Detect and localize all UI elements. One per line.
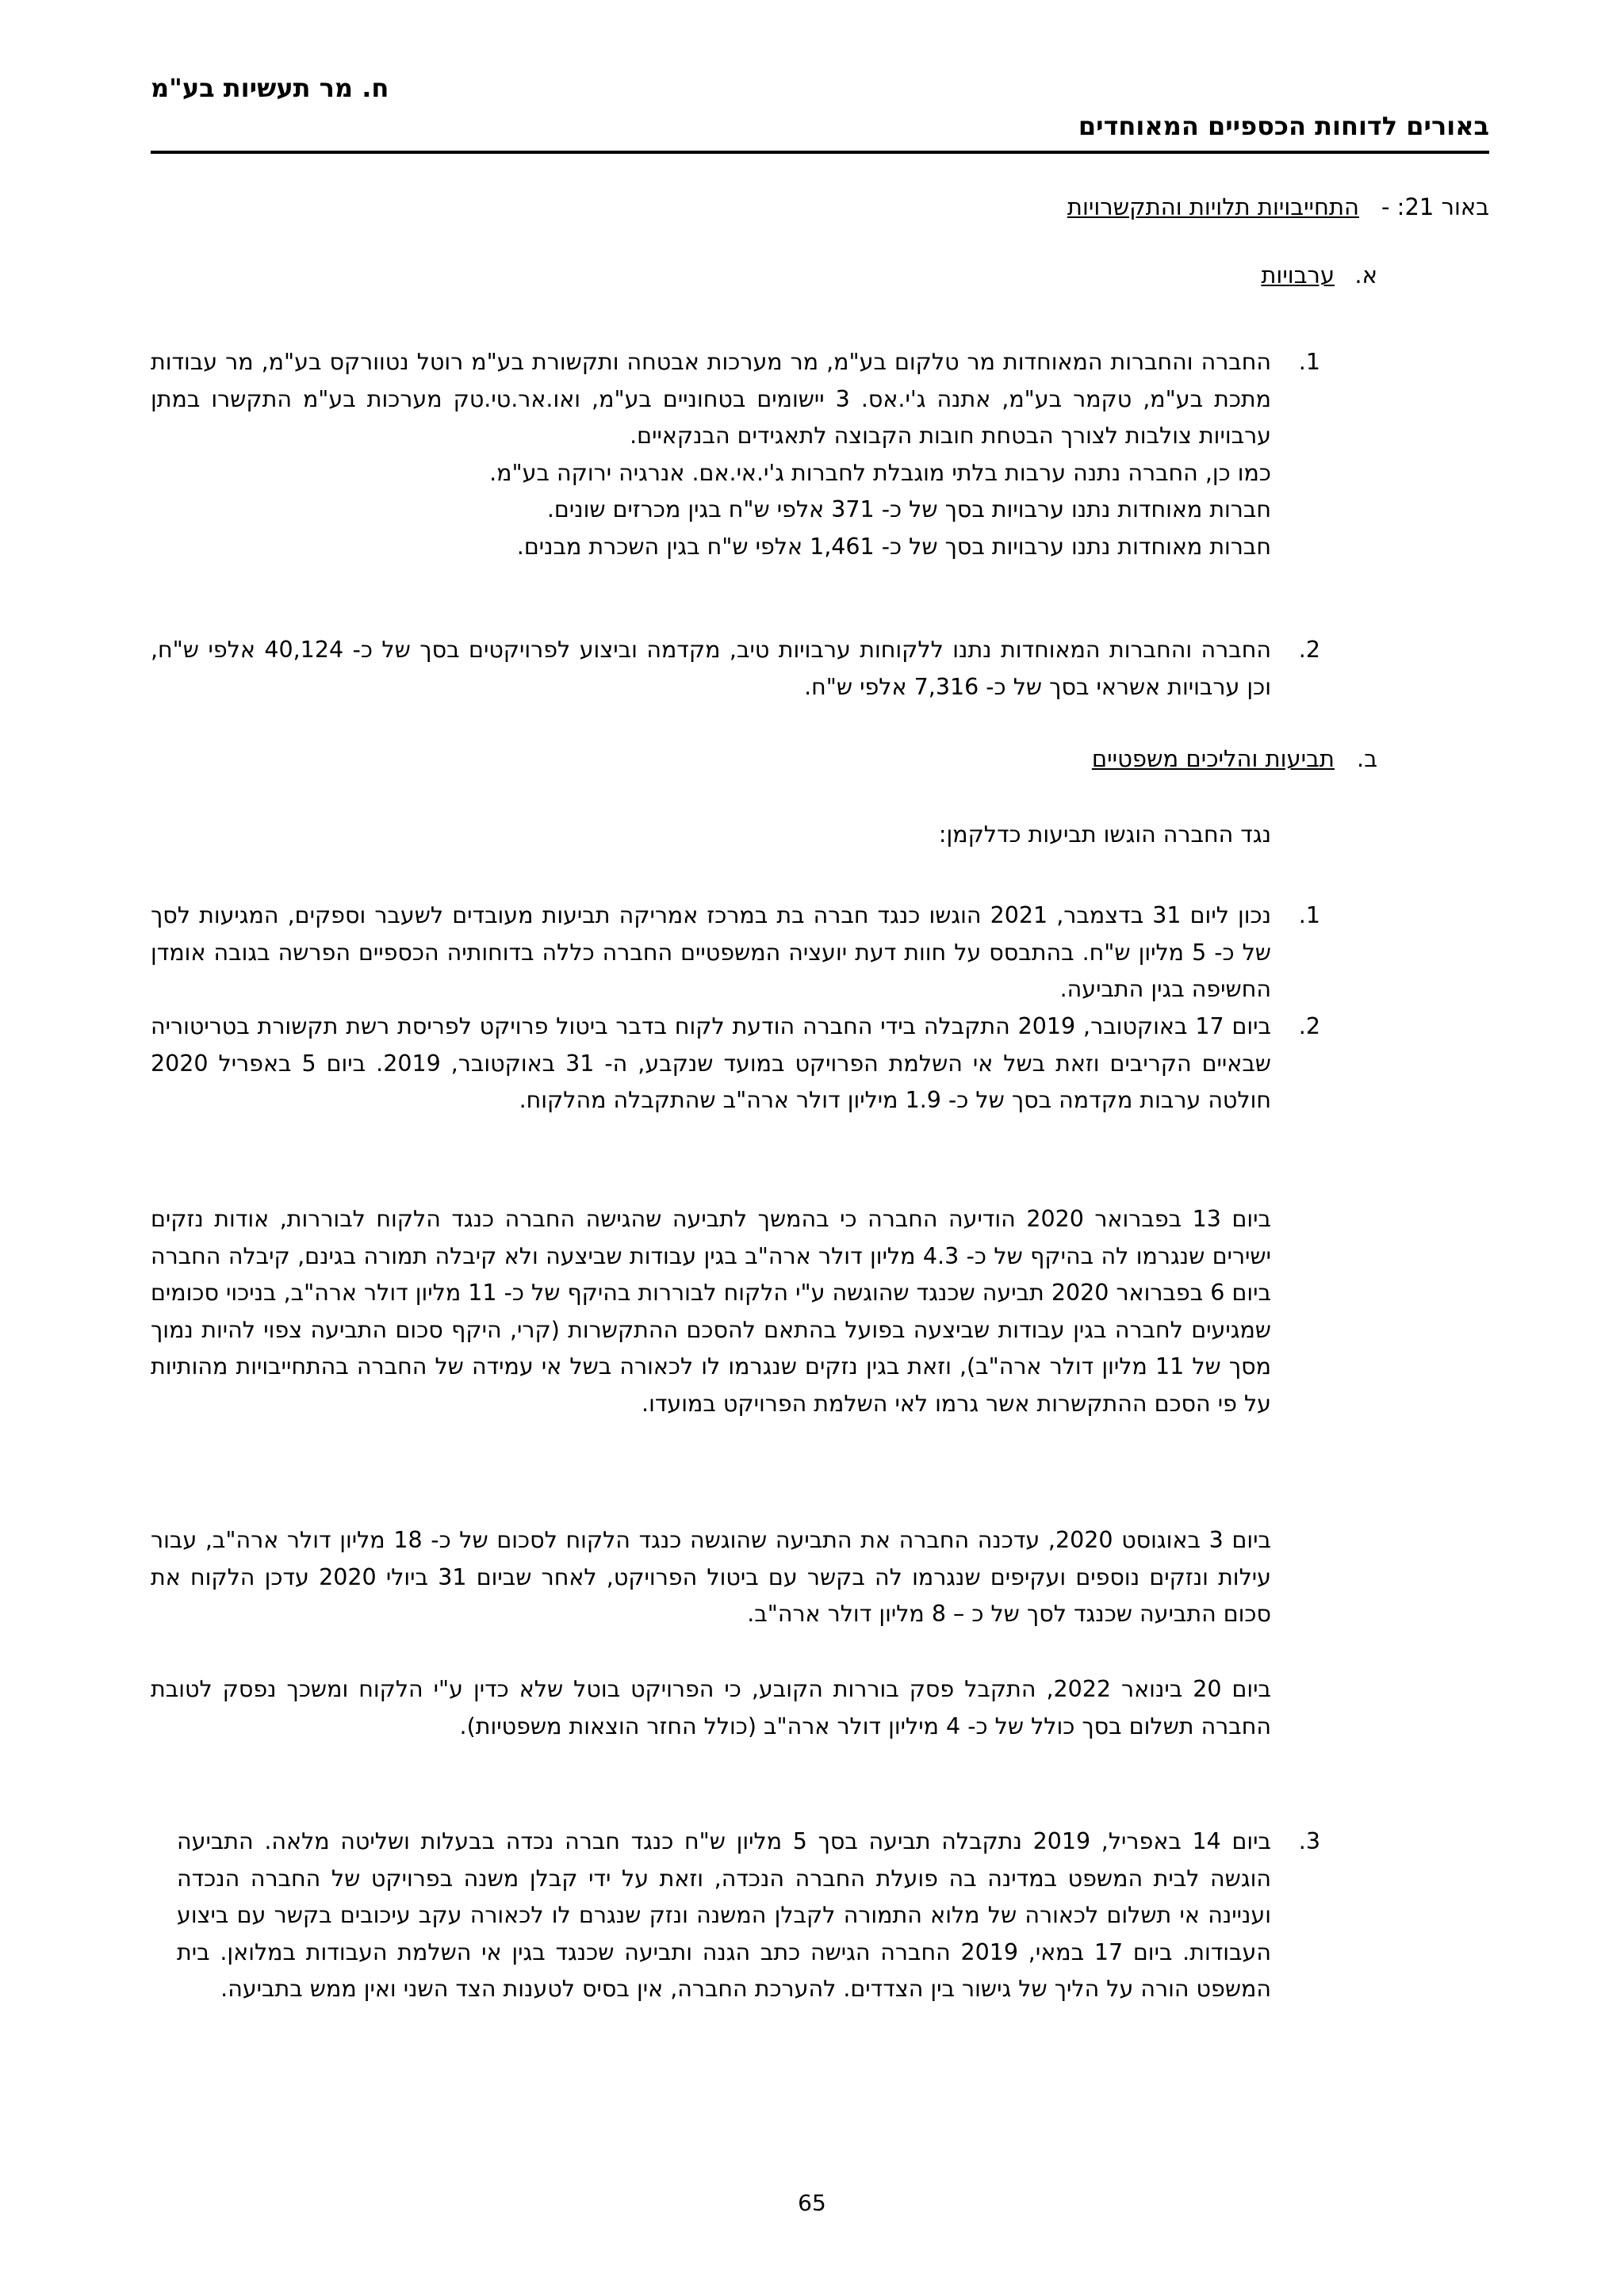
document-title: באורים לדוחות הכספיים המאוחדים	[1078, 111, 1489, 141]
section-a-title: ערבויות	[1261, 262, 1335, 289]
section-a-letter: א.	[1354, 262, 1377, 289]
claim-item-3	[177, 1823, 1320, 2008]
item-number: 2.	[1298, 1013, 1320, 1039]
company-name: ח. מר תעשיות בע"מ	[151, 73, 389, 103]
guarantee-item-1-line-1: כמו כן, החברה נתנה ערבות בלתי מוגבלת לחברות ג'י.אי.אם. אנרגיה ירוקה בע"מ.	[489, 459, 1271, 486]
page-number: 65	[798, 2190, 826, 2216]
header-divider	[151, 151, 1489, 154]
claims-intro: נגד החברה הוגשו תביעות כדלקמן:	[938, 821, 1271, 848]
claim-item-2-feb-paragraph: ביום 13 בפברואר 2020 הודיעה החברה כי בהמשך לתביעה שהגישה החברה כנגד הלקוח לבוררות, אודות נזקים ישירים שנגרמו לה בהיקף של כ- 4.3 מליון דולר ארה"ב בגין עבודות שביצעה ולא קיבלה תמורה בגינם, קיבלה החברה ביום 6 בפברואר 2020 תביעה שכנגד שהוגשה ע"י הלקוח לבוררות בהיקף של כ- 11 מליון דולר ארה"ב, בניכוי סכומים שמגיעים לחברה בגין עבודות שביצעה בפועל בהתאם להסכם ההתקשרות (קרי, היקף סכום התביעה צפוי להיות נמוך מסך של 11 מליון דולר ארה"ב), וזאת בגין נזקים שנגרמו לו לכאורה בשל אי עמידה של החברה בהתחייבויות מהותיות על פי הסכם ההתקשרות אשר גרמו לאי השלמת הפרויקט במועדו.	[151, 1206, 1271, 1417]
item-number: 2.	[1298, 637, 1320, 663]
claim-item-2-aug-paragraph: ביום 3 באוגוסט 2020, עדכנה החברה את התביעה שהוגשה כנגד הלקוח לסכום של כ- 18 מליון דולר ארה"ב, עבור עילות ונזקים נוספים ועקיפים שנגרמו לה בקשר עם ביטול הפרויקט, לאחר שביום 31 ביולי 2020 עדכן הלקוח את סכום התביעה שכנגד לסך של כ – 8 מליון דולר ארה"ב.	[151, 1527, 1271, 1627]
section-b-letter: ב.	[1357, 745, 1377, 772]
guarantee-item-1-line-2: חברות מאוחדות נתנו ערבויות בסך של כ- 371 אלפי ש"ח בגין מכרזים שונים.	[546, 496, 1271, 522]
claim-item-2	[151, 1008, 1320, 1119]
guarantee-item-1	[151, 344, 1320, 565]
item-number: 3.	[1298, 1828, 1320, 1854]
guarantee-item-1-line-3: חברות מאוחדות נתנו ערבויות בסך של כ- 1,461 אלפי ש"ח בגין השכרת מבנים.	[516, 533, 1271, 560]
guarantee-item-1-text: החברה והחברות המאוחדות מר טלקום בע"מ, מר מערכות אבטחה ותקשורת בע"מ רוטל נטוורקס בע"מ, מר עבודות מתכת בע"מ, טקמר בע"מ, אתנה ג'י.אס. 3 יישומים בטחוניים בע"מ, ואו.אר.טי.טק מערכות בע"מ התקשרו במתן ערבויות צולבות לצורך הבטחת חובות הקבוצה לתאגידים הבנקאיים.	[151, 349, 1271, 449]
note-title: התחייבויות תלויות והתקשרויות	[1067, 193, 1359, 220]
item-number: 1.	[1298, 902, 1320, 928]
claim-item-1	[151, 897, 1320, 1008]
claim-item-2-text: ביום 17 באוקטובר, 2019 התקבלה בידי החברה הודעת לקוח בדבר ביטול פרויקט לפריסת רשת תקשורת בטריטוריה שבאיים הקריבים וזאת בשל אי השלמת הפרויקט במועד שנקבע, ה- 31 באוקטובר, 2019. ביום 5 באפריל 2020 חולטה ערבות מקדמה בסך של כ- 1.9 מיליון דולר ארה"ב שהתקבלה מהלקוח.	[151, 1013, 1271, 1113]
item-number: 1.	[1298, 349, 1320, 375]
guarantee-item-2-text: החברה והחברות המאוחדות נתנו ללקוחות ערבויות טיב, מקדמה וביצוע לפרויקטים בסך של כ- 40,124 אלפי ש"ח, וכן ערבויות אשראי בסך של כ- 7,316 אלפי ש"ח.	[151, 637, 1271, 700]
claim-item-2-jan-paragraph: ביום 20 בינואר 2022, התקבל פסק בוררות הקובע, כי הפרויקט בוטל שלא כדין ע"י הלקוח ומשכך נפסק לטובת החברה תשלום בסך כולל של כ- 4 מיליון דולר ארה"ב (כולל החזר הוצאות משפטיות).	[151, 1676, 1271, 1739]
section-a-heading	[1261, 262, 1377, 289]
note-label: באור 21: -	[1381, 193, 1489, 220]
section-b-title: תביעות והליכים משפטיים	[1091, 745, 1335, 772]
guarantee-item-2	[151, 632, 1320, 706]
note-heading	[1067, 193, 1489, 220]
claim-item-1-text: נכון ליום 31 בדצמבר, 2021 הוגשו כנגד חברה בת במרכז אמריקה תביעות מעובדים לשעבר וספקים, המגיעות לסך של כ- 5 מליון ש"ח. בהתבסס על חוות דעת יועציה המשפטיים החברה כללה בדוחותיה הכספיים הפרשה בגובה אומדן החשיפה בגין התביעה.	[151, 902, 1271, 1002]
claim-item-3-text: ביום 14 באפריל, 2019 נתקבלה תביעה בסך 5 מליון ש"ח כנגד חברה נכדה בבעלות ושליטה מלאה. התביעה הוגשה לבית המשפט במדינה בה פועלת החברה הנכדה, וזאת על ידי קבלן משנה בפרויקט של החברה הנכדה ועניינה אי תשלום לכאורה של מלוא התמורה לקבלן המשנה ונזק שנגרם לו לכאורה עקב עיכובים בקשר עם ביצוע העבודות. ביום 17 במאי, 2019 החברה הגישה כתב הגנה ותביעה שכנגד בגין אי השלמת העבודות במלואן. בית המשפט הורה על הליך של גישור בין הצדדים. להערכת החברה, אין בסיס לטענות הצד השני ואין ממש בתביעה.	[177, 1828, 1271, 2002]
section-b-heading	[1091, 745, 1377, 772]
